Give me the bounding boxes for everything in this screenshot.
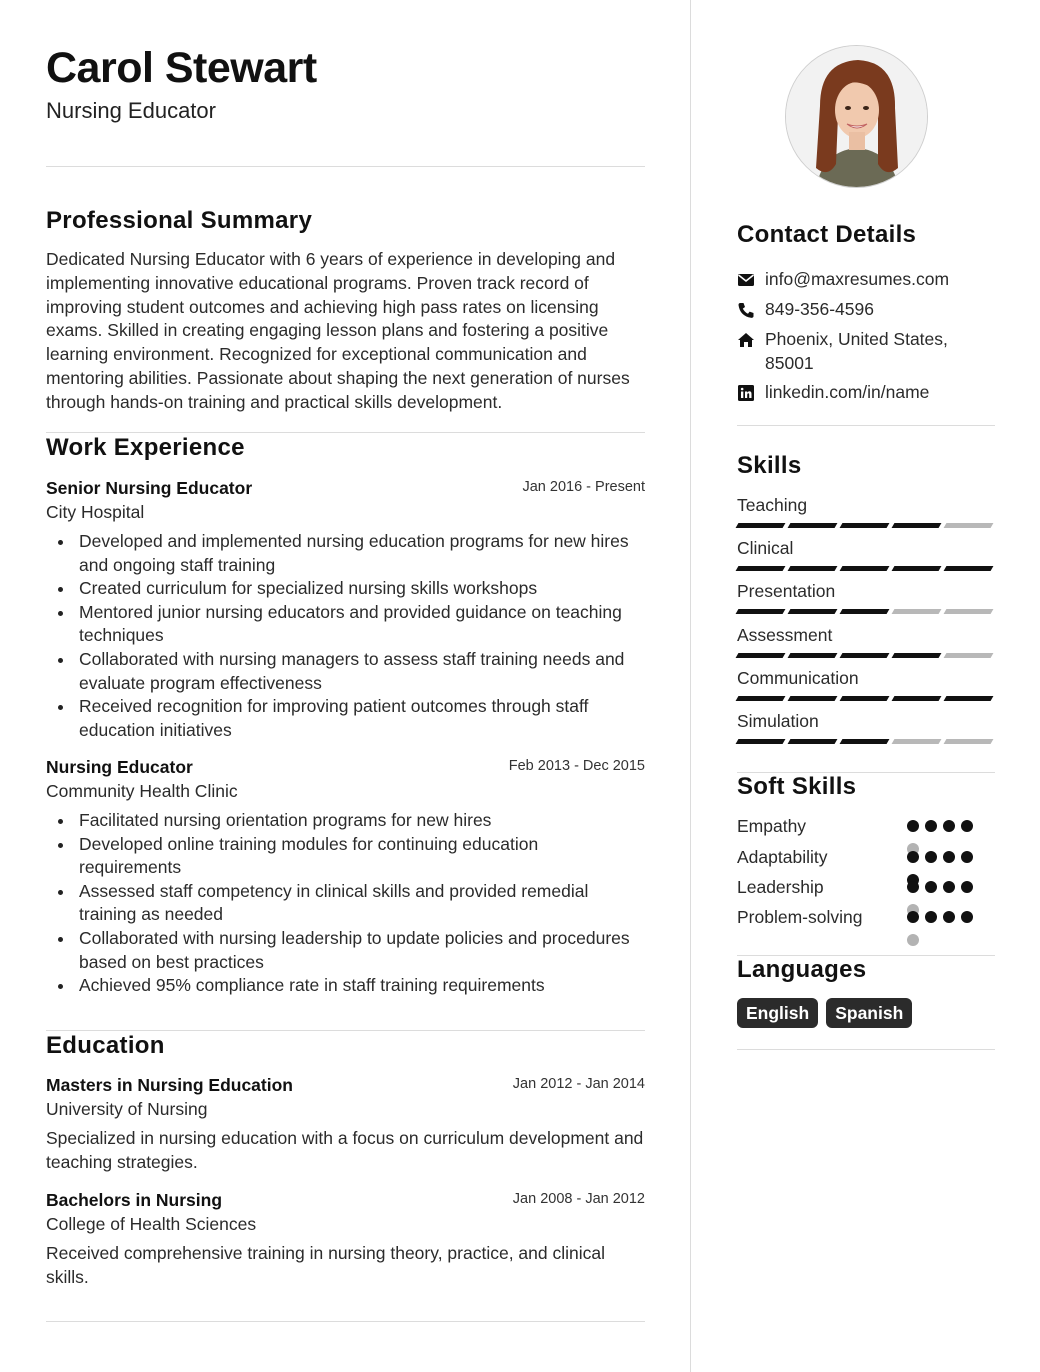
soft-skill-label: Empathy: [737, 816, 807, 836]
languages-title: Languages: [737, 956, 867, 983]
skill-segment-filled: [736, 566, 786, 571]
degree-description: Specialized in nursing education with a focus on curriculum development and teaching strategies.: [46, 1128, 644, 1172]
skill-label: Simulation: [737, 711, 819, 731]
skill-row: [737, 580, 995, 614]
skill-row: [737, 494, 995, 528]
skill-segment-filled: [892, 566, 942, 571]
contact-phone[interactable]: [737, 298, 995, 322]
degree-description: Received comprehensive training in nursing theory, practice, and clinical skills.: [46, 1243, 605, 1287]
job-bullet: Developed and implemented nursing education programs for new hires and ongoing staff training: [46, 530, 645, 577]
rating-dot-filled: [961, 851, 973, 863]
job-bullet: Facilitated nursing orientation programs for new hires: [46, 809, 645, 833]
skill-segment-filled: [944, 566, 994, 571]
skill-segment-filled: [788, 609, 838, 614]
education-title: Education: [46, 1032, 165, 1059]
soft-skill-label: Problem-solving: [737, 907, 863, 927]
soft-skill-row: [737, 846, 995, 868]
skill-row: [737, 537, 995, 571]
skill-segment-empty: [944, 523, 994, 528]
job-bullets: [46, 809, 645, 998]
skill-segment-empty: [944, 739, 994, 744]
skill-segment-filled: [944, 696, 994, 701]
job-org: Community Health Clinic: [46, 781, 238, 801]
skill-label: Assessment: [737, 625, 833, 645]
job-org: City Hospital: [46, 502, 145, 522]
job-date: Feb 2013 - Dec 2015: [508, 758, 645, 774]
skill-row: [737, 710, 995, 744]
degree-date: Jan 2012 - Jan 2014: [512, 1076, 645, 1092]
linkedin-icon: [737, 385, 755, 401]
job-bullet: Created curriculum for specialized nursing skills workshops: [46, 577, 645, 601]
skill-segment-empty: [944, 609, 994, 614]
skill-segment-filled: [788, 653, 838, 658]
rating-dot-filled: [961, 881, 973, 893]
skill-segment-filled: [892, 523, 942, 528]
school-name: University of Nursing: [46, 1099, 208, 1119]
job-bullet: Received recognition for improving patient outcomes through staff education initiatives: [46, 695, 645, 742]
experience-divider: [46, 1030, 645, 1031]
soft-skill-row: [737, 815, 995, 837]
skill-segment-filled: [840, 523, 890, 528]
envelope-icon: [737, 272, 755, 288]
profile-photo: [785, 45, 928, 188]
job-title: Senior Nursing Educator: [46, 478, 253, 498]
rating-dot-filled: [925, 851, 937, 863]
skill-segment-filled: [736, 523, 786, 528]
degree-title: Masters in Nursing Education: [46, 1075, 293, 1095]
skill-level-bar: [737, 609, 995, 614]
skill-segment-filled: [736, 609, 786, 614]
linkedin-text: linkedin.com/in/name: [765, 382, 930, 402]
rating-dot-filled: [961, 911, 973, 923]
skill-segment-empty: [944, 653, 994, 658]
skill-segment-filled: [788, 739, 838, 744]
skill-level-bar: [737, 566, 995, 571]
languages-list: [737, 998, 912, 1028]
language-badge: Spanish: [826, 998, 912, 1028]
rating-dot-filled: [925, 911, 937, 923]
skill-segment-filled: [788, 523, 838, 528]
skill-segment-filled: [892, 696, 942, 701]
contact-divider: [737, 425, 995, 426]
school-name: College of Health Sciences: [46, 1214, 257, 1234]
job-bullet: Mentored junior nursing educators and provided guidance on teaching techniques: [46, 601, 645, 648]
skill-segment-filled: [736, 696, 786, 701]
job-bullets: [46, 530, 645, 742]
rating-dot-filled: [907, 911, 919, 923]
skill-level-bar: [737, 653, 995, 658]
skill-level-bar: [737, 739, 995, 744]
job-bullet: Collaborated with nursing managers to assess staff training needs and evaluate program effectiveness: [46, 648, 645, 695]
skills-title: Skills: [737, 452, 802, 479]
language-badge: English: [737, 998, 818, 1028]
contact-linkedin[interactable]: [737, 381, 995, 405]
soft-skill-row: [737, 906, 995, 928]
candidate-role: Nursing Educator: [46, 98, 216, 123]
skill-label: Communication: [737, 668, 859, 688]
soft-skills-title: Soft Skills: [737, 773, 857, 800]
education-entry: [46, 1188, 645, 1290]
column-divider: [690, 0, 691, 1372]
degree-title: Bachelors in Nursing: [46, 1190, 223, 1210]
job-bullet: Developed online training modules for continuing education requirements: [46, 833, 645, 880]
home-icon: [737, 332, 755, 348]
education-divider: [46, 1321, 645, 1322]
candidate-name: Carol Stewart: [46, 44, 317, 92]
skill-segment-filled: [736, 653, 786, 658]
rating-dot-filled: [925, 881, 937, 893]
job-bullet: Assessed staff competency in clinical skills and provided remedial training as needed: [46, 880, 645, 927]
education-entry: [46, 1073, 645, 1175]
header-divider: [46, 166, 645, 167]
soft-skill-label: Leadership: [737, 877, 824, 897]
soft-skill-row: [737, 876, 995, 898]
rating-dot-filled: [907, 851, 919, 863]
skill-segment-filled: [788, 566, 838, 571]
skill-level-bar: [737, 523, 995, 528]
skill-label: Clinical: [737, 538, 794, 558]
job-entry: [46, 476, 645, 742]
rating-dot-filled: [925, 820, 937, 832]
skill-row: [737, 667, 995, 701]
rating-dot-filled: [943, 851, 955, 863]
languages-divider: [737, 1049, 995, 1050]
job-bullet: Achieved 95% compliance rate in staff training requirements: [46, 974, 645, 998]
skill-segment-filled: [788, 696, 838, 701]
skill-segment-filled: [736, 739, 786, 744]
skill-segment-filled: [892, 653, 942, 658]
rating-dot-filled: [943, 881, 955, 893]
soft-skill-label: Adaptability: [737, 847, 828, 867]
contact-email[interactable]: [737, 268, 995, 292]
degree-date: Jan 2008 - Jan 2012: [512, 1191, 645, 1207]
skill-segment-empty: [892, 739, 942, 744]
summary-title: Professional Summary: [46, 207, 313, 234]
rating-dot-empty: [907, 934, 919, 946]
phone-text: 849-356-4596: [765, 299, 874, 319]
skill-segment-filled: [840, 739, 890, 744]
skill-segment-filled: [840, 653, 890, 658]
summary-divider: [46, 432, 645, 433]
skill-level-bar: [737, 696, 995, 701]
rating-dot-filled: [961, 820, 973, 832]
contact-address: [737, 328, 995, 375]
job-bullet: Collaborated with nursing leadership to update policies and procedures based on best practices: [46, 927, 645, 974]
experience-title: Work Experience: [46, 434, 245, 461]
skill-label: Teaching: [737, 495, 808, 515]
skill-segment-filled: [840, 566, 890, 571]
portrait-image: [786, 46, 928, 188]
skill-label: Presentation: [737, 581, 836, 601]
email-text: info@maxresumes.com: [765, 269, 950, 289]
job-date: Jan 2016 - Present: [522, 479, 645, 495]
rating-dot-filled: [943, 911, 955, 923]
skill-row: [737, 624, 995, 658]
summary-text: Dedicated Nursing Educator with 6 years of experience in developing and implementing innovative educational programs. Proven track record of improving student outcomes and achieving high pass rates on licensing exams. Skilled in creating engaging lesson plans and fostering a positive learning environment. Recognized for exceptional communication and mentoring abilities. Passionate about shaping the next generation of nurses through hands-on training and practical skills development.: [46, 249, 630, 412]
skill-segment-filled: [840, 609, 890, 614]
rating-dot-filled: [943, 820, 955, 832]
contact-title: Contact Details: [737, 221, 917, 248]
rating-dot-filled: [907, 881, 919, 893]
rating-dot-filled: [907, 820, 919, 832]
phone-icon: [737, 302, 755, 318]
address-text: Phoenix, United States, 85001: [765, 329, 948, 373]
job-title: Nursing Educator: [46, 757, 193, 777]
skill-segment-empty: [892, 609, 942, 614]
job-entry: [46, 755, 645, 998]
skill-segment-filled: [840, 696, 890, 701]
